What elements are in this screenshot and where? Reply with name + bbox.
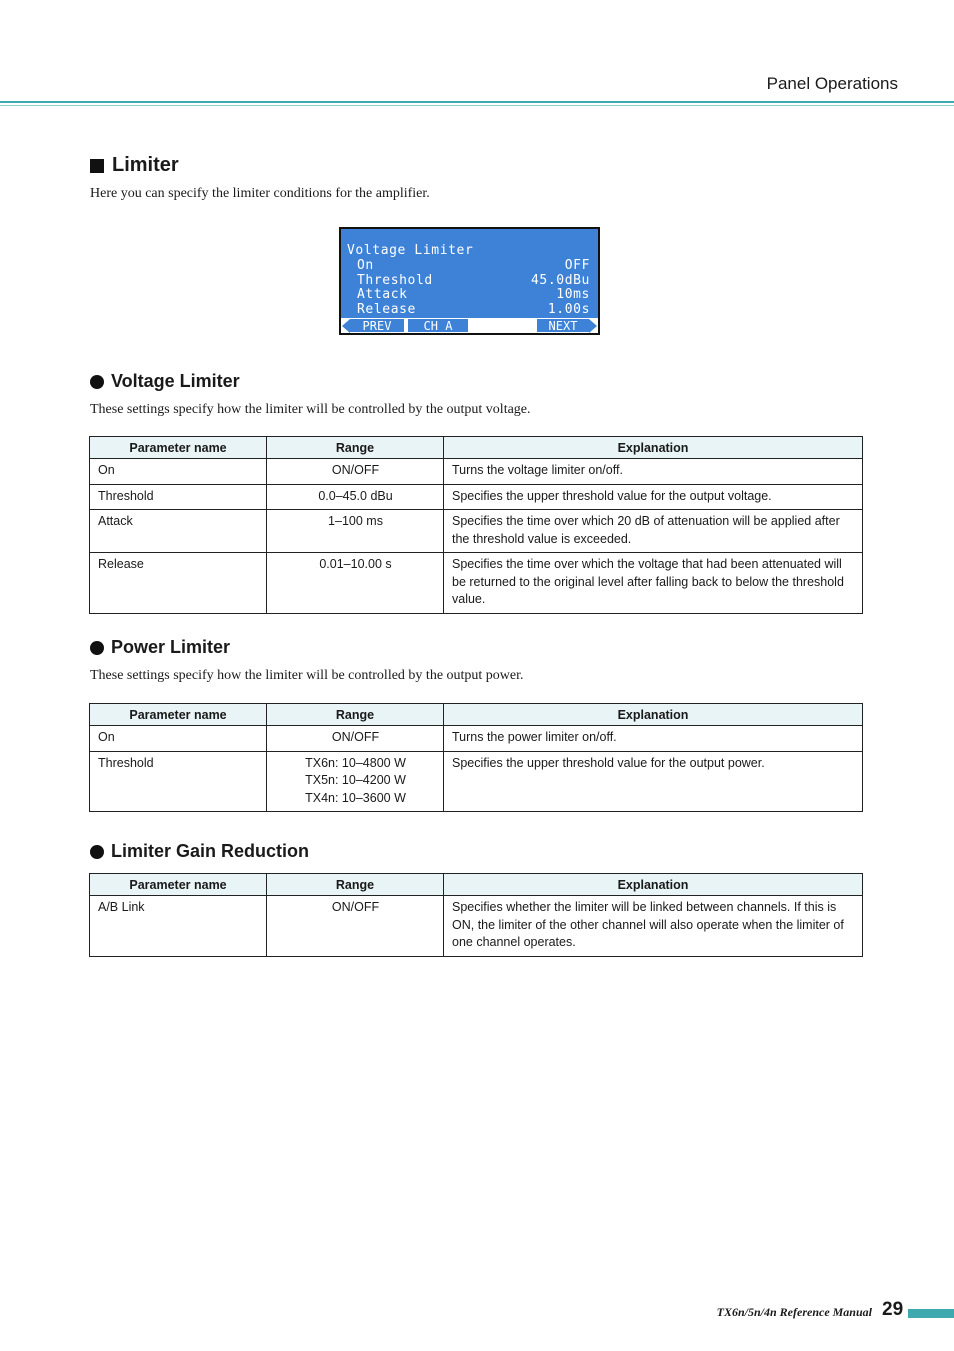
param-name: A/B Link [90,896,267,957]
lcd-row-on [357,258,590,273]
lcd-row-label: Threshold [357,273,433,288]
column-header: Parameter name [90,874,267,896]
column-header: Explanation [444,704,863,726]
header-rule-thin [0,105,954,106]
lcd-row-label: On [357,258,374,273]
param-name: Release [90,553,267,614]
table-header-row [90,874,863,896]
page-number: 29 [882,1299,904,1320]
table-row [90,726,863,752]
softkey-next[interactable]: NEXT [537,319,589,332]
param-explanation: Specifies the upper threshold value for the output voltage. [444,484,863,510]
gain-reduction-title: Limiter Gain Reduction [111,841,310,861]
footer-accent-bar [908,1309,954,1318]
param-explanation: Specifies the time over which 20 dB of attenuation will be applied after the threshold value is exceeded. [444,510,863,553]
column-header: Range [267,874,444,896]
param-name: Attack [90,510,267,553]
voltage-limiter-heading [90,371,240,392]
range-line: TX6n: 10–4800 W [305,755,406,770]
param-name: On [90,459,267,485]
gain-reduction-table [89,873,863,957]
table-header-row [90,704,863,726]
square-bullet-icon [90,159,104,173]
param-range: ON/OFF [267,459,444,485]
lcd-softkey-bar [341,318,598,333]
column-header: Explanation [444,437,863,459]
power-limiter-heading [90,637,230,658]
gain-reduction-heading [90,841,309,862]
power-limiter-title: Power Limiter [111,637,231,657]
param-range: 0.0–45.0 dBu [267,484,444,510]
column-header: Range [267,704,444,726]
voltage-limiter-table [89,436,863,614]
power-limiter-intro: These settings specify how the limiter will be controlled by the output power. [90,668,524,683]
param-name: On [90,726,267,752]
table-row [90,751,863,812]
voltage-limiter-intro: These settings specify how the limiter will be controlled by the output voltage. [90,402,531,417]
arrow-left-icon [342,319,350,333]
header-rule [0,101,954,103]
power-limiter-table [89,703,863,812]
table-row [90,459,863,485]
softkey-prev[interactable]: PREV [350,319,404,332]
table-row [90,510,863,553]
param-range: ON/OFF [267,896,444,957]
limiter-intro: Here you can specify the limiter conditions for the amplifier. [90,186,430,201]
lcd-row-label: Release [357,302,416,317]
param-range: 0.01–10.00 s [267,553,444,614]
arrow-right-icon [589,319,597,333]
column-header: Explanation [444,874,863,896]
range-line: TX5n: 10–4200 W [305,773,406,787]
lcd-row-value: 45.0dBu [531,273,590,288]
param-range: 1–100 ms [267,510,444,553]
circle-bullet-icon [90,845,104,859]
column-header: Parameter name [90,704,267,726]
table-header-row [90,437,863,459]
circle-bullet-icon [90,641,104,655]
voltage-limiter-title: Voltage Limiter [111,371,240,391]
lcd-screen [339,227,600,335]
param-name: Threshold [90,484,267,510]
column-header: Range [267,437,444,459]
lcd-row-attack [357,287,590,302]
param-name: Threshold [90,751,267,812]
table-row [90,553,863,614]
lcd-title: Voltage Limiter [347,243,474,258]
param-explanation: Turns the voltage limiter on/off. [444,459,863,485]
table-row [90,484,863,510]
softkey-channel[interactable]: CH A [408,319,468,332]
param-explanation: Specifies whether the limiter will be linked between channels. If this is ON, the limiter of the other channel will also operate when the limiter of one channel operates. [444,896,863,957]
limiter-title: Limiter [112,154,179,176]
lcd-row-value: 10ms [556,287,590,302]
column-header: Parameter name [90,437,267,459]
lcd-row-release [357,302,590,317]
running-header: Panel Operations [766,74,898,93]
range-line: TX4n: 10–3600 W [305,790,406,805]
param-explanation: Specifies the upper threshold value for the output power. [444,751,863,812]
table-row [90,896,863,957]
param-explanation: Turns the power limiter on/off. [444,726,863,752]
footer-manual-title: TX6n/5n/4n Reference Manual [716,1305,872,1319]
circle-bullet-icon [90,375,104,389]
lcd-row-label: Attack [357,287,408,302]
param-range: ON/OFF [267,726,444,752]
lcd-row-value: 1.00s [547,302,590,317]
lcd-row-value: OFF [564,258,590,273]
limiter-heading [90,154,179,177]
param-range [267,751,444,812]
param-explanation: Specifies the time over which the voltage that had been attenuated will be returned to the original level after falling back to below the threshold value. [444,553,863,614]
lcd-row-threshold [357,273,590,288]
